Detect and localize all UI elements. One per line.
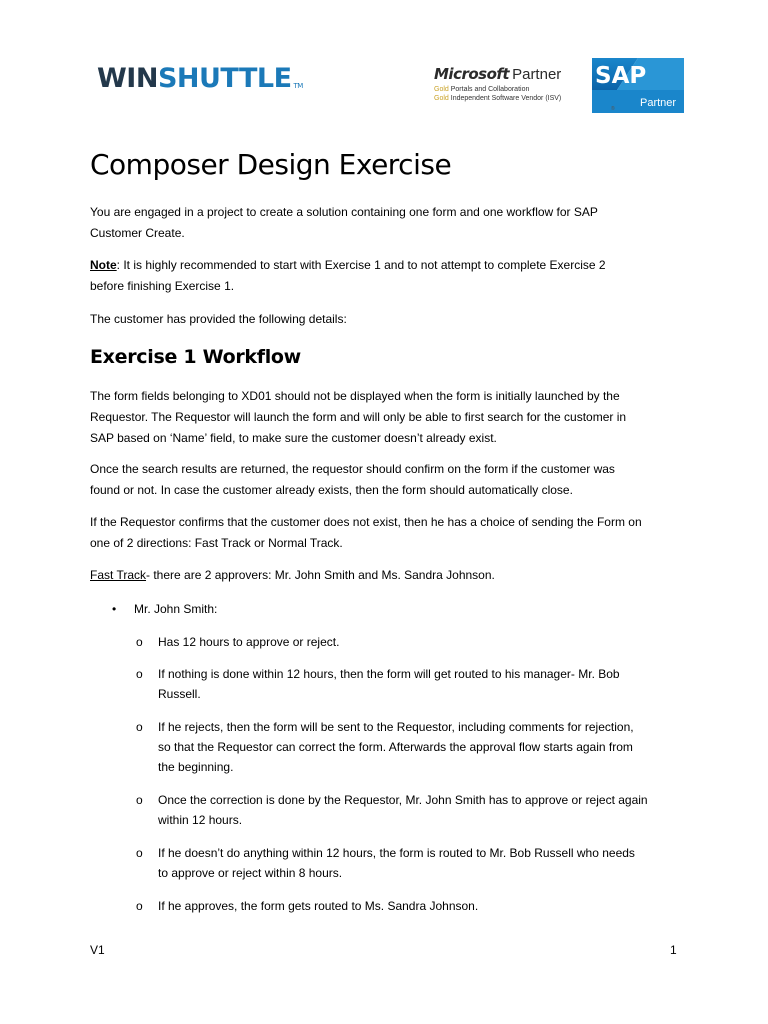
p3-line-2: one of 2 directions: Fast Track or Normal Track. [90, 536, 343, 550]
sap-brand-text: SAP [595, 63, 647, 89]
sub-item-line-2: within 12 hours. [158, 813, 243, 827]
document-body [90, 145, 690, 185]
exercise-1-heading: Exercise 1 Workflow [90, 346, 301, 368]
p3-line-1: If the Requestor confirms that the customer does not exist, then he has a choice of sending the Form on [90, 515, 642, 529]
sap-partner-logo [592, 58, 684, 113]
bullet-marker: • [112, 602, 117, 616]
microsoft-brand-text: Microsoft [434, 65, 510, 83]
sap-tm: ® [611, 106, 615, 112]
sub-item-line-1: If he rejects, then the form will be sent to the Requestor, including comments for rejection, [158, 720, 634, 734]
p2-line-2: found or not. In case the customer already exists, then the form should automatically close. [90, 483, 573, 497]
paragraph-2 [90, 459, 710, 501]
document-title: Composer Design Exercise [90, 148, 452, 181]
note-paragraph [90, 255, 710, 297]
intro-line-1: You are engaged in a project to create a solution containing one form and one workflow for SAP [90, 205, 598, 219]
sub-item-line-1: Once the correction is done by the Requestor, Mr. John Smith has to approve or reject again [158, 793, 648, 807]
winshuttle-logo-win: WIN [97, 63, 158, 94]
sub-item-line-1: Has 12 hours to approve or reject. [158, 635, 340, 649]
sub-item-line-1: If he doesn’t do anything within 12 hours, the form is routed to Mr. Bob Russell who needs [158, 846, 635, 860]
note-line-2: before finishing Exercise 1. [90, 279, 235, 293]
microsoft-partner-competency-2: Gold Independent Software Vendor (ISV) [434, 95, 562, 102]
winshuttle-logo [97, 64, 303, 101]
sub-item-line-1: If he approves, the form gets routed to Ms. Sandra Johnson. [158, 899, 479, 913]
note-line-1: : It is highly recommended to start with Exercise 1 and to not attempt to complete Exercise 2 [116, 258, 606, 272]
winshuttle-logo-shuttle: SHUTTLE [157, 63, 292, 94]
winshuttle-logo-tm: TM [293, 82, 303, 90]
sub-marker: o [136, 667, 143, 681]
p1-line-3: SAP based on ‘Name’ field, to make sure the customer doesn’t already exist. [90, 431, 497, 445]
sub-item-line-3: the beginning. [158, 760, 234, 774]
intro-paragraph [90, 202, 710, 244]
sub-marker: o [136, 793, 143, 807]
sub-marker: o [136, 635, 143, 649]
footer-version: V1 [90, 943, 105, 957]
paragraph-3 [90, 512, 710, 554]
fast-track-label: Fast Track [90, 568, 147, 582]
sub-item-line-2: to approve or reject within 8 hours. [158, 866, 343, 880]
sub-marker: o [136, 720, 143, 734]
p1-line-1: The form fields belonging to XD01 should not be displayed when the form is initially launched by the [90, 389, 620, 403]
fast-track-text: - there are 2 approvers: Mr. John Smith and Ms. Sandra Johnson. [146, 568, 495, 582]
note-label: Note [90, 258, 117, 272]
microsoft-partner-competency-1: Gold Portals and Collaboration [434, 86, 530, 93]
paragraph-1 [90, 386, 710, 449]
p1-line-2: Requestor. The Requestor will launch the form and will only be able to first search for the customer in [90, 410, 627, 424]
microsoft-partner-text: Partner [512, 66, 562, 83]
intro-line-2: Customer Create. [90, 226, 185, 240]
sub-item-line-1: If nothing is done within 12 hours, then the form will get routed to his manager- Mr. Bob [158, 667, 620, 681]
details-text: The customer has provided the following details: [90, 312, 347, 326]
p2-line-1: Once the search results are returned, the requestor should confirm on the form if the customer was [90, 462, 615, 476]
section-heading [90, 343, 710, 371]
header-logos [0, 0, 768, 130]
sap-partner-text: Partner [640, 97, 677, 109]
footer-page-number: 1 [670, 943, 677, 957]
fast-track-paragraph [90, 565, 710, 586]
bullet-text: Mr. John Smith: [134, 602, 218, 616]
sub-item-line-2: Russell. [158, 687, 201, 701]
sub-item-line-2: so that the Requestor can correct the form. Afterwards the approval flow starts again from [158, 740, 633, 754]
microsoft-partner-logo [434, 64, 584, 103]
sub-marker: o [136, 846, 143, 860]
details-paragraph [90, 309, 710, 330]
sub-marker: o [136, 899, 143, 913]
